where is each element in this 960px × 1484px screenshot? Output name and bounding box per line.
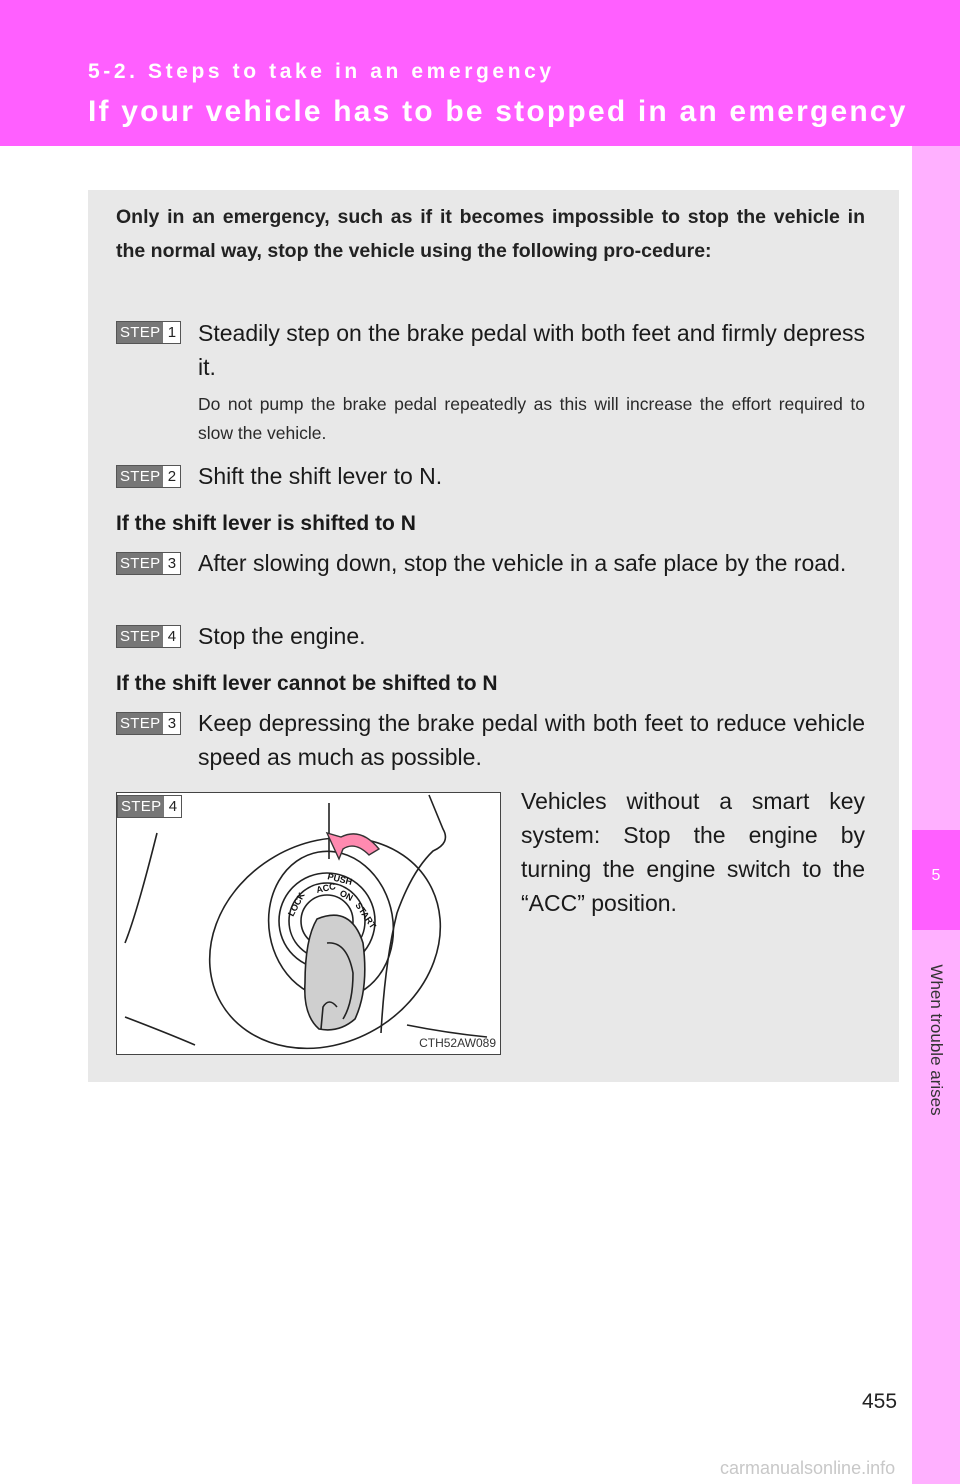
step-badge xyxy=(117,795,182,818)
step-badge-label: STEP xyxy=(117,466,163,487)
watermark: carmanualsonline.info xyxy=(720,1458,896,1478)
figure-caption: CTH52AW089 xyxy=(419,1036,496,1050)
branch-a-step-3-text: After slowing down, stop the vehicle in a safe place by the road. xyxy=(198,550,847,576)
intro-paragraph: Only in an emergency, such as if it becomes impossible to stop the vehicle in the normal way, stop the vehicle using the following pro-cedure: xyxy=(116,206,865,262)
label-push: PUSH xyxy=(326,871,354,887)
step-badge-number: 4 xyxy=(163,626,180,647)
step-badge xyxy=(116,625,181,648)
step-badge-label: STEP xyxy=(118,796,164,817)
label-on: ON xyxy=(338,887,355,904)
step-badge xyxy=(116,552,181,575)
chapter-side-tab xyxy=(912,146,960,1484)
branch-a-heading: If the shift lever is shifted to N xyxy=(116,512,416,535)
branch-b-heading: If the shift lever cannot be shifted to N xyxy=(116,672,498,695)
step-badge-label: STEP xyxy=(117,553,163,574)
branch-b-step-3-text: Keep depressing the brake pedal with both feet to reduce vehicle speed as much as possible. xyxy=(198,710,865,770)
step-badge-label: STEP xyxy=(117,626,163,647)
ignition-switch-illustration xyxy=(116,792,501,1055)
step-badge-label: STEP xyxy=(117,322,163,343)
step-badge-number: 3 xyxy=(163,713,180,734)
ignition-switch-drawing xyxy=(117,793,500,1054)
step-badge-number: 4 xyxy=(164,796,181,817)
chapter-title-vertical: When trouble arises xyxy=(927,964,946,1116)
step-1-text: Steadily step on the brake pedal with both feet and firmly depress it. xyxy=(198,320,865,380)
page-number: 455 xyxy=(862,1390,898,1413)
step-badge xyxy=(116,321,181,344)
step-badge-number: 3 xyxy=(163,553,180,574)
section-label: 5-2. Steps to take in an emergency xyxy=(88,60,555,83)
step-badge-number: 1 xyxy=(163,322,180,343)
step-1-note: Do not pump the brake pedal repeatedly as this will increase the effort required to slow the vehicle. xyxy=(198,394,865,443)
label-lock: LOCK xyxy=(285,890,307,918)
branch-b-step-4-text: Vehicles without a smart key system: Stop the engine by turning the engine switch to the “ACC” position. xyxy=(521,788,865,916)
step-badge-number: 2 xyxy=(163,466,180,487)
label-start: START xyxy=(353,900,379,931)
chapter-number-tab[interactable]: 5 xyxy=(912,830,960,930)
step-badge xyxy=(116,465,181,488)
step-badge-label: STEP xyxy=(117,713,163,734)
branch-a-step-4-text: Stop the engine. xyxy=(198,623,366,649)
step-badge xyxy=(116,712,181,735)
page-title: If your vehicle has to be stopped in an emergency xyxy=(88,95,908,128)
step-2-text: Shift the shift lever to N. xyxy=(198,463,443,489)
label-acc: ACC xyxy=(315,881,337,895)
